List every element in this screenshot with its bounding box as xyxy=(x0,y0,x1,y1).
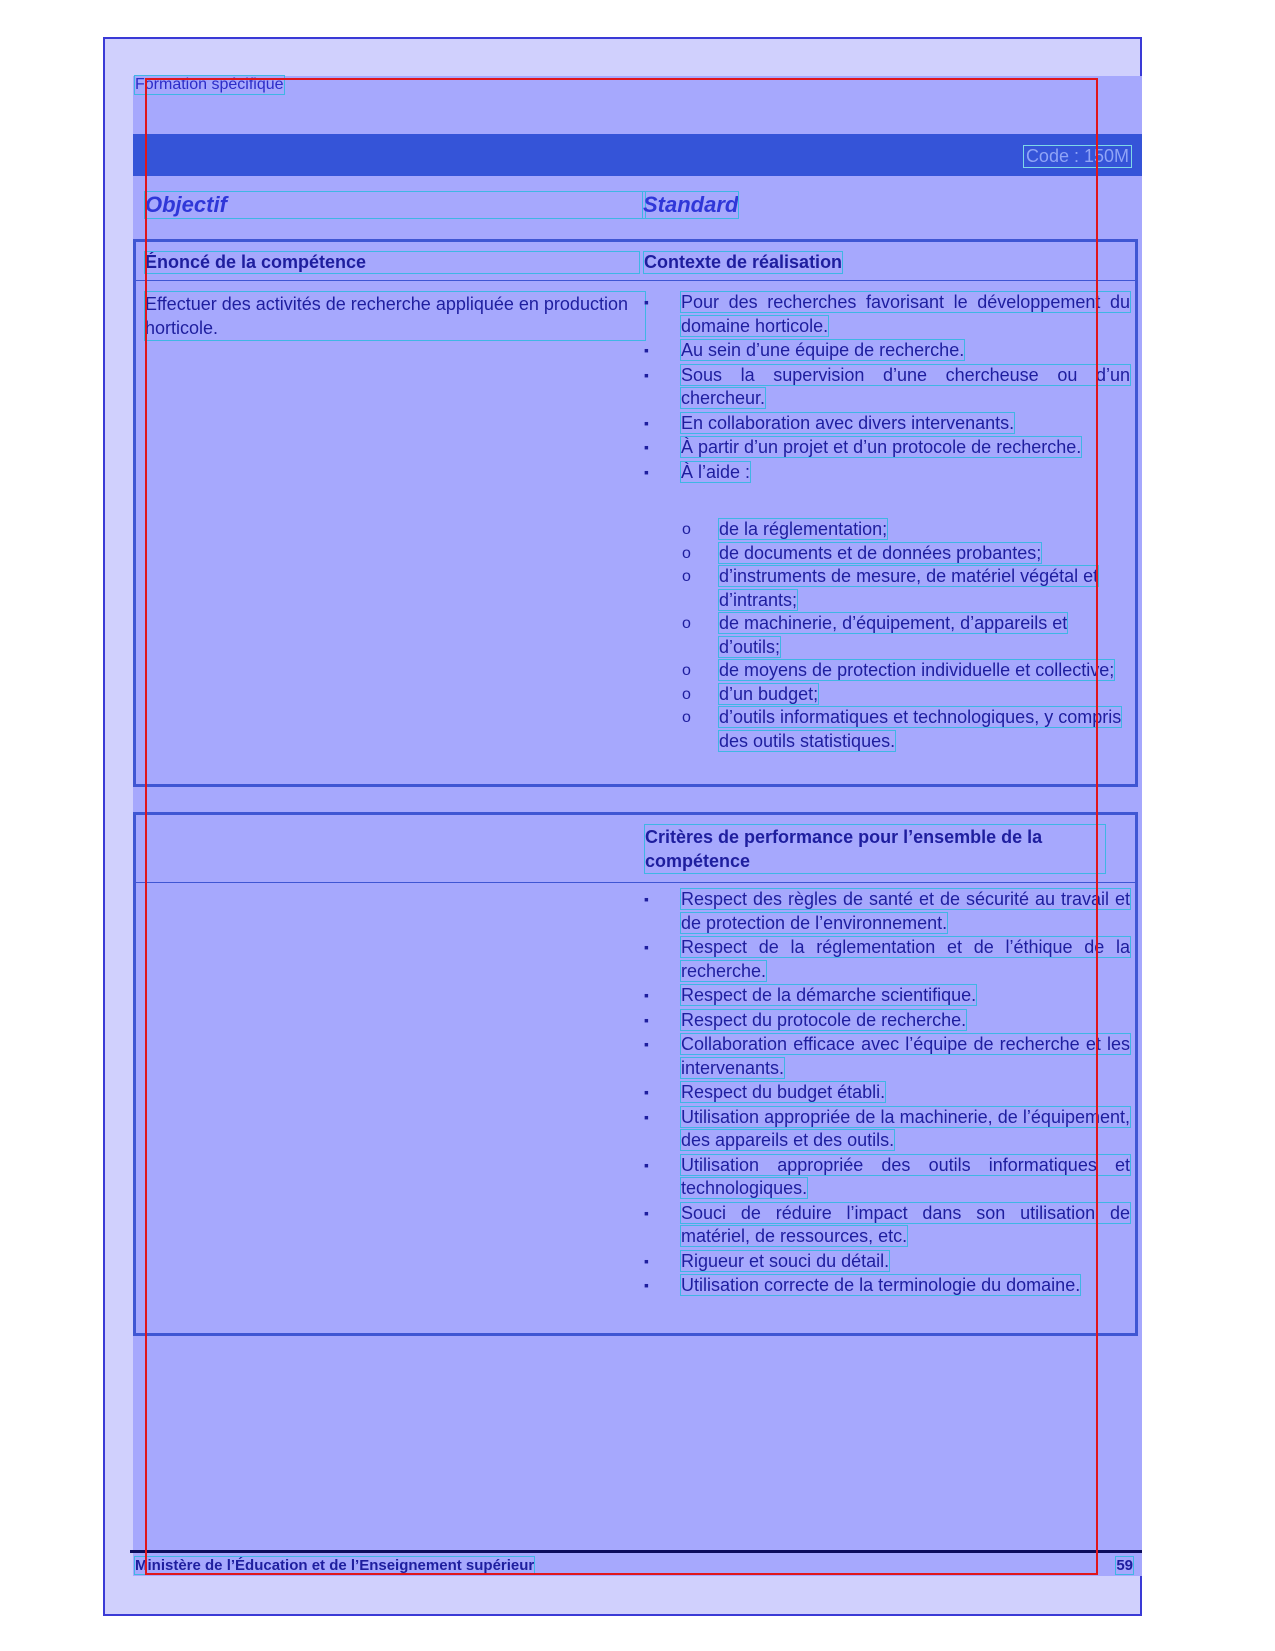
bullet-icon: ▪ xyxy=(644,891,649,907)
list-item: ▪ À partir d’un projet et d’un protocole de recherche. xyxy=(644,436,1130,460)
sub-bullet-icon: o xyxy=(682,521,691,538)
bullet-icon: ▪ xyxy=(644,939,649,955)
list-item: ▪ Respect du budget établi. xyxy=(644,1081,1130,1105)
bullet-icon: ▪ xyxy=(644,366,649,383)
header-criteres: Critères de performance pour l’ensemble de la compétence xyxy=(645,825,1105,873)
bullet-icon: ▪ xyxy=(644,439,649,455)
bullet-icon: ▪ xyxy=(644,1156,649,1173)
sub-bullet-icon: o xyxy=(682,568,691,585)
footer-rule xyxy=(130,1550,1142,1553)
list-item: ▪ Souci de réduire l’impact dans son utilisation de matériel, de ressources, etc. xyxy=(644,1202,1130,1246)
list-item: ▪ Rigueur et souci du détail. xyxy=(644,1250,1130,1274)
page-number: 59 xyxy=(1116,1557,1133,1574)
competence-statement: Effectuer des activités de recherche appliquée en production horticole. xyxy=(145,292,645,340)
table-header-divider xyxy=(136,882,1135,883)
bullet-icon: ▪ xyxy=(644,342,649,358)
bullet-icon: ▪ xyxy=(644,1277,649,1293)
list-item: o de documents et de données probantes; xyxy=(682,542,1130,566)
sub-bullet-icon: o xyxy=(682,709,691,726)
list-item: o d’outils informatiques et technologiques, y compris des outils statistiques. xyxy=(682,707,1122,751)
footer-ministry: Ministère de l’Éducation et de l’Enseignement supérieur xyxy=(135,1557,535,1574)
sub-bullet-icon: o xyxy=(682,615,691,632)
bullet-icon: ▪ xyxy=(644,1252,649,1269)
bullet-icon: ▪ xyxy=(644,1084,649,1100)
sub-bullet-icon: o xyxy=(682,544,691,562)
list-item: ▪ Collaboration efficace avec l’équipe de recherche et les intervenants. xyxy=(644,1034,1130,1078)
criteria-list xyxy=(644,888,1130,1299)
list-item: ▪ Pour des recherches favorisant le développement du domaine horticole. xyxy=(644,292,1130,336)
list-item: ▪ Respect de la réglementation et de l’éthique de la recherche. xyxy=(644,937,1130,981)
aide-list xyxy=(682,518,1130,753)
list-item: o de machinerie, d’équipement, d’appareils et d’outils; xyxy=(682,613,1068,657)
list-item: ▪ En collaboration avec divers intervenants. xyxy=(644,412,1130,436)
list-item: o d’instruments de mesure, de matériel végétal et d’intrants; xyxy=(682,566,1099,610)
course-code: Code : 150M xyxy=(1023,145,1132,168)
context-list xyxy=(644,291,1130,485)
list-item: ▪ Respect des règles de santé et de sécurité au travail et de protection de l’environnement. xyxy=(644,889,1130,933)
list-item: ▪ Utilisation correcte de la terminologie du domaine. xyxy=(644,1274,1130,1298)
list-item: ▪ Au sein d’une équipe de recherche. xyxy=(644,339,1130,363)
header-enonce: Énoncé de la compétence xyxy=(145,252,639,273)
list-item: o de la réglementation; xyxy=(682,518,1130,542)
list-item: ▪ Utilisation appropriée des outils informatiques et technologiques. xyxy=(644,1154,1130,1198)
heading-standard: Standard xyxy=(643,192,739,217)
bullet-icon: ▪ xyxy=(644,1108,649,1125)
list-item: ▪ Utilisation appropriée de la machinerie, de l’équipement, des appareils et des outils. xyxy=(644,1106,1130,1150)
list-item: ▪ Sous la supervision d’une chercheuse ou d’un chercheur. xyxy=(644,364,1130,408)
header-contexte: Contexte de réalisation xyxy=(644,252,843,272)
sub-bullet-icon: o xyxy=(682,685,691,703)
bullet-icon: ▪ xyxy=(644,987,649,1003)
code-band xyxy=(133,134,1142,176)
list-item: o d’un budget; xyxy=(682,683,1130,707)
bullet-icon: ▪ xyxy=(644,414,649,431)
list-item: ▪ Respect du protocole de recherche. xyxy=(644,1009,1130,1033)
bullet-icon: ▪ xyxy=(644,1204,649,1221)
bullet-icon: ▪ xyxy=(644,463,649,480)
bullet-icon: ▪ xyxy=(644,1011,649,1028)
sub-bullet-icon: o xyxy=(682,662,691,679)
bullet-icon: ▪ xyxy=(644,1036,649,1052)
bullet-icon: ▪ xyxy=(644,294,649,310)
heading-objectif: Objectif xyxy=(145,192,645,218)
list-item: ▪ Respect de la démarche scientifique. xyxy=(644,984,1130,1008)
table-header-divider xyxy=(136,280,1135,281)
section-label: Formation spécifique xyxy=(135,76,284,93)
list-item: ▪ À l’aide : xyxy=(644,461,1130,485)
list-item: o de moyens de protection individuelle et collective; xyxy=(682,659,1130,683)
